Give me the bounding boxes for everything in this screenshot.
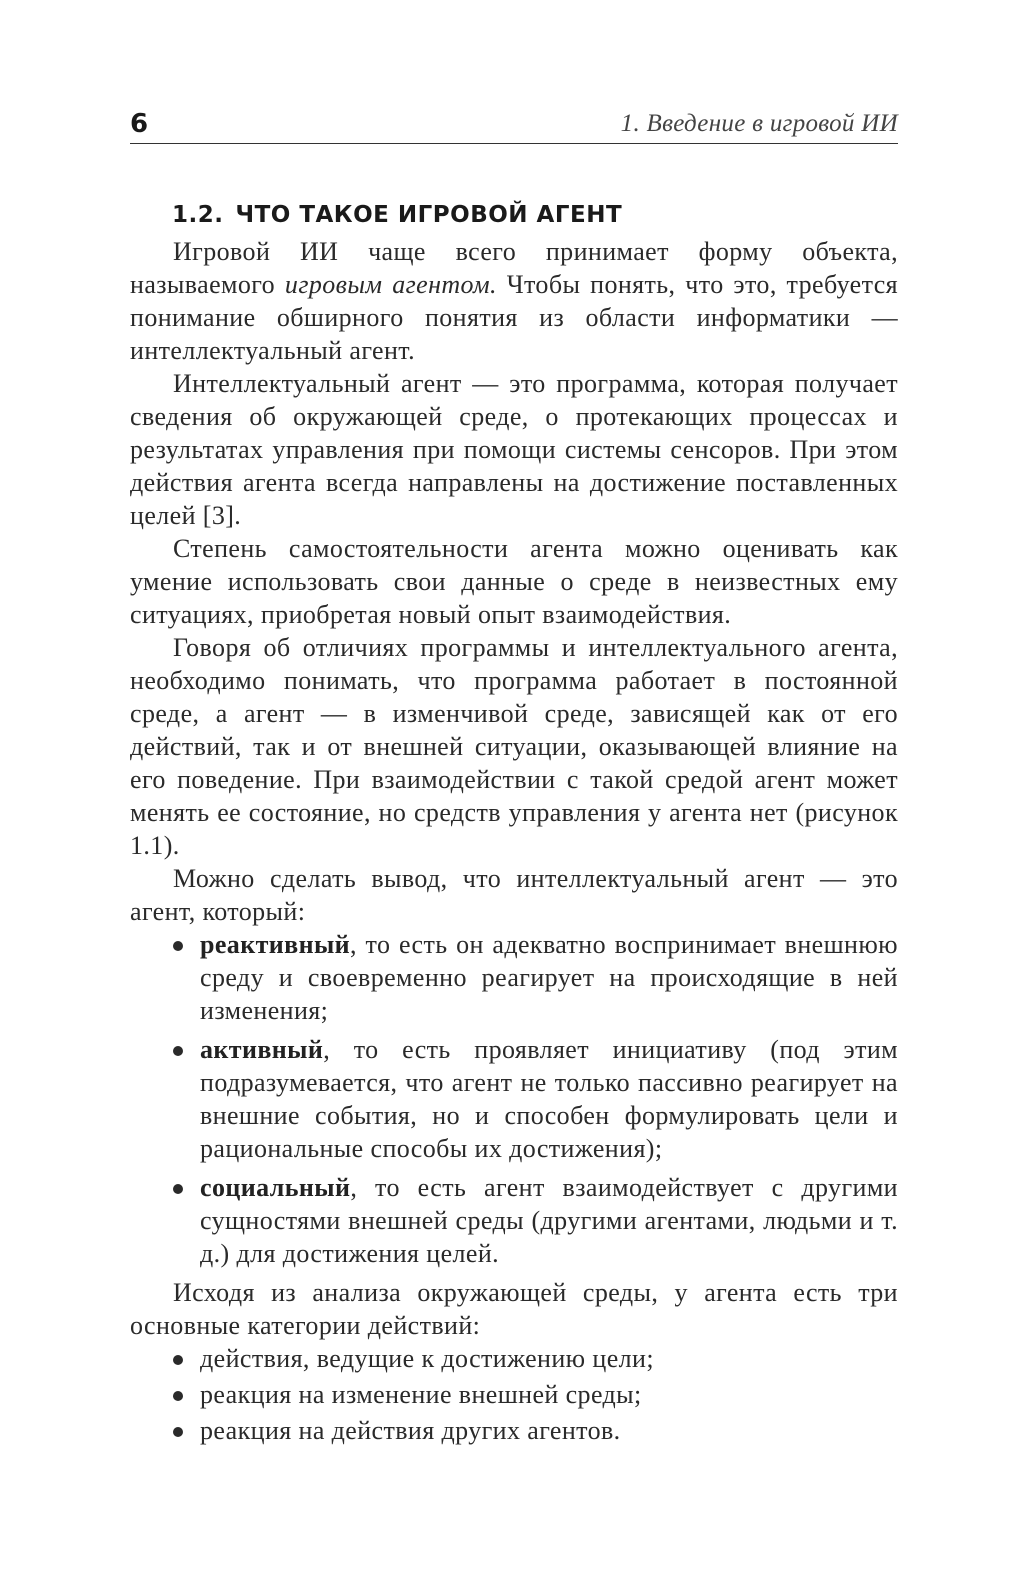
paragraph-program-vs-agent: Говоря об отличиях программы и интеллектуального агента, необходимо понимать, что программа работает в постоянной среде, а агент — в изменчивой среде, зависящей как от его действий, так и от внешней ситуации, оказывающей влияние на его поведение. При взаимодействии с такой средой агент может менять ее состояние, но средств управления у агента нет (рисунок 1.1). bbox=[130, 633, 898, 860]
section-number: 1.2. bbox=[172, 202, 224, 228]
list-item bbox=[130, 1378, 898, 1411]
page-header bbox=[130, 103, 898, 144]
paragraph-text: Чтобы понять, что это, требуется понимание обширного понятия из области информатики — интеллектуальный агент. bbox=[130, 270, 898, 365]
list-item bbox=[130, 1033, 898, 1165]
term: активный bbox=[200, 1035, 324, 1064]
bullet-icon bbox=[173, 1391, 183, 1401]
bullet-icon bbox=[173, 1427, 183, 1437]
section-title: ЧТО ТАКОЕ ИГРОВОЙ АГЕНТ bbox=[235, 202, 623, 228]
paragraph-intelligent-agent: Интеллектуальный агент — это программа, которая получает сведения об окружающей среде, о протекающих процессах и результатах управления при помощи системы сенсоров. При этом действия агента всегда направлены на достижение поставленных целей [3]. bbox=[130, 369, 898, 530]
bullet-icon bbox=[173, 1355, 183, 1365]
list-item-text: действия, ведущие к достижению цели; bbox=[200, 1344, 654, 1373]
paragraph-conclusion: Можно сделать вывод, что интеллектуальный агент — это агент, который: bbox=[130, 864, 898, 926]
paragraph-autonomy: Степень самостоятельности агента можно оценивать как умение использовать свои данные о среде в неизвестных ему ситуациях, приобретая новый опыт взаимодействия. bbox=[130, 534, 898, 629]
term: реактивный bbox=[200, 930, 351, 959]
action-categories-list bbox=[130, 1342, 898, 1447]
paragraph-text: Игровой ИИ чаще всего принимает форму объекта, называемого bbox=[130, 237, 898, 299]
emphasized-term: игровым агентом. bbox=[284, 270, 497, 299]
running-title: 1. Введение в игровой ИИ bbox=[620, 110, 898, 137]
list-item bbox=[130, 1414, 898, 1447]
paragraph-action-categories: Исходя из анализа окружающей среды, у агента есть три основные категории действий: bbox=[130, 1278, 898, 1340]
section-heading bbox=[172, 195, 898, 235]
list-item-text: , то есть проявляет инициативу (под этим подразумевается, что агент не только пассивно реагирует на внешние события, но и способен формулировать цели и рациональные способы их достижения); bbox=[200, 1035, 898, 1163]
bullet-icon bbox=[173, 1046, 183, 1056]
list-item-text: реакция на действия других агентов. bbox=[200, 1416, 621, 1445]
bullet-icon bbox=[173, 941, 183, 951]
list-item bbox=[130, 928, 898, 1027]
list-item bbox=[130, 1171, 898, 1270]
paragraph-game-agent bbox=[130, 235, 898, 367]
agent-properties-list bbox=[130, 928, 898, 1270]
list-item-text: реакция на изменение внешней среды; bbox=[200, 1380, 642, 1409]
page-number: 6 bbox=[130, 109, 149, 139]
list-item-text: , то есть он адекватно воспринимает внешнюю среду и своевременно реагирует на происходящие в ней изменения; bbox=[200, 930, 898, 1025]
list-item-text: , то есть агент взаимодействует с другими сущностями внешней среды (другими агентами, людьми и т. д.) для достижения целей. bbox=[200, 1173, 898, 1268]
bullet-icon bbox=[173, 1184, 183, 1194]
term: социальный bbox=[200, 1173, 351, 1202]
list-item bbox=[130, 1342, 898, 1375]
page-body bbox=[130, 195, 898, 1450]
